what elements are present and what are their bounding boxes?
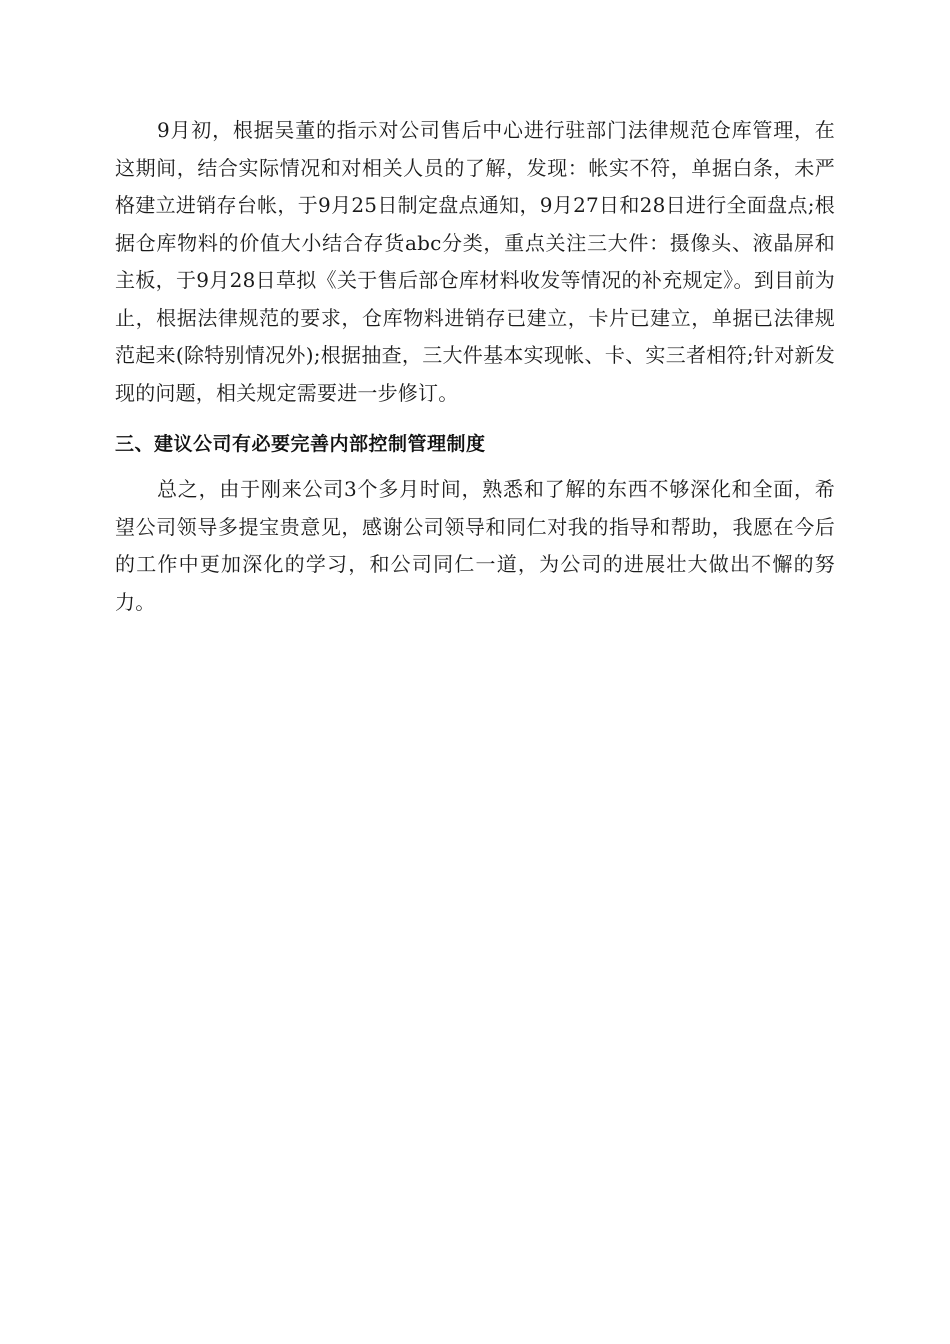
section-heading-3: 三、建议公司有必要完善内部控制管理制度 (115, 433, 486, 455)
paragraph-warehouse-management: 9月初，根据吴董的指示对公司售后中心进行驻部门法律规范仓库管理，在这期间，结合实际情况和对相关人员的了解，发现：帐实不符，单据白条，未严格建立进销存台帐，于9月25日制定盘点通知，9月27日和28日进行全面盘点;根据仓库物料的价值大小结合存货abc分类，重点关注三大件：摄像头、液晶屏和主板，于9月28日草拟《关于售后部仓库材料收发等情况的补充规定》。到目前为止，根据法律规范的要求，仓库物料进销存已建立，卡片已建立，单据已法律规范起来(除特别情况外);根据抽查，三大件基本实现帐、卡、实三者相符;针对新发现的问题，相关规定需要进一步修订。 (115, 118, 835, 405)
paragraph-conclusion: 总之，由于刚来公司3个多月时间，熟悉和了解的东西不够深化和全面，希望公司领导多提宝贵意见，感谢公司领导和同仁对我的指导和帮助，我愿在今后的工作中更加深化的学习，和公司同仁一道，为公司的进展壮大做出不懈的努力。 (115, 477, 835, 614)
document-body (115, 112, 835, 621)
